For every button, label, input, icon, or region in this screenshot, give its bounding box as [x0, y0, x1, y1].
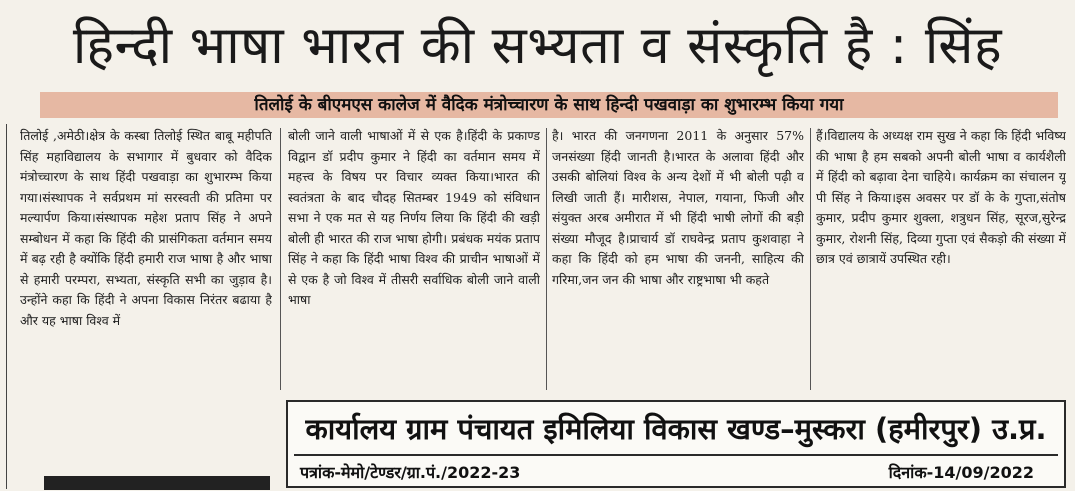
article-column-3 [552, 126, 804, 388]
tender-advertisement [286, 400, 1066, 488]
column-text: हैं।विद्यालय के अध्यक्ष राम सुख ने कहा कि हिंदी भविष्य की भाषा है हम सबको अपनी बोली भाषा व कार्यशैली में हिंदी को बढ़ावा देना चाहिये। कार्यक्रम का संचालन यू पी सिंह ने किया।इस अवसर पर डॉ के के गुप्ता,संतोष कुमार, प्रदीप कुमार शुक्ला, शत्रुधन सिंह, सूरज,सुरेन्द्र कुमार, रोशनी सिंह, दिव्या गुप्ता एवं सैकड़ो की संख्या में छात्र एवं छात्रायें उपस्थित रही। [816, 128, 1066, 266]
article-column-4 [816, 126, 1066, 388]
advert-reference: पत्रांक-मेमो/टेण्डर/ग्रा.पं./2022-23 [300, 463, 521, 482]
column-text: तिलोई ,अमेठी।क्षेत्र के कस्बा तिलोई स्थित बाबू महीपति सिंह महाविद्यालय के सभागार में बुधवार को वैदिक मंत्रोच्चारण के साथ हिंदी पखवाड़ा का शुभारम्भ किया गया।संस्थापक ने सर्वप्रथम मां सरस्वती की प्रतिमा पर मल्यार्पण किया।संस्थापक महेश प्रताप सिंह ने अपने सम्बोधन में कहा कि हिंदी की प्रासंगिकता वर्तमान समय में बढ़ रही है क्योंकि हिंदी हमारी राज भाषा है और भाषा से हमारी परम्परा, सभ्यता, संस्कृति सभी का जुड़ाव है। उन्होंने कहा कि हिंदी ने अपना विकास निरंतर बढाया है और यह भाषा विश्व में [20, 128, 272, 328]
column-rule [280, 128, 281, 390]
article-column-1 [20, 126, 272, 471]
advert-divider [294, 454, 1058, 456]
column-rule [6, 124, 7, 489]
headline: हिन्दी भाषा भारत की सभ्यता व संस्कृति है : सिंह [72, 16, 1003, 76]
column-rule [810, 128, 811, 390]
column-text: है। भारत की जनगणना 2011 के अनुसार 57% जनसंख्या हिंदी जानती है।भारत के अलावा हिंदी और उसकी बोलियां विश्व के अन्य देशों में भी बोली पढ़ी व लिखी जाती हैं। मारीशस, नेपाल, गयाना, फिजी और संयुक्त अरब अमीरात में भी हिंदी भाषी लोगों की बड़ी संख्या मौजूद है।प्राचार्य डॉ राघवेन्द्र प्रताप कुशवाहा ने कहा कि हिंदी को हम भाषा की जननी, साहित्य की गरिमा,जन जन की भाषा और राष्ट्रभाषा भी कहते [552, 128, 804, 287]
advert-title: कार्यालय ग्राम पंचायत इमिलिया विकास खण्ड–मुस्करा (हमीरपुर) उ.प्र. [305, 412, 1047, 446]
subheadline: तिलोई के बीएमएस कालेज में वैदिक मंत्रोच्चारण के साथ हिन्दी पखवाड़ा का शुभारम्भ किया गया [40, 92, 1058, 118]
column-rule [546, 128, 547, 390]
column-text: बोली जाने वाली भाषाओं में से एक है।हिंदी के प्रकाण्ड विद्वान डॉ प्रदीप कुमार ने हिंदी का वर्तमान समय में महत्त्व के विषय पर विचार व्यक्त किया।भारत की स्वतंत्रता के बाद चौदह सितम्बर 1949 को संविधान सभा ने एक मत से यह निर्णय लिया कि हिंदी की खड़ी बोली ही भारत की राज भाषा होगी। प्रबंधक मयंक प्रताप सिंह ने कहा कि हिंदी भाषा विश्व की प्राचीन भाषाओं में से एक है जो विश्व में तीसरी सर्वाधिक बोली जाने वाली भाषा [288, 128, 540, 307]
advert-date: दिनांक-14/09/2022 [888, 463, 1034, 482]
next-article-header-strip [44, 476, 270, 490]
article-column-2 [288, 126, 540, 388]
